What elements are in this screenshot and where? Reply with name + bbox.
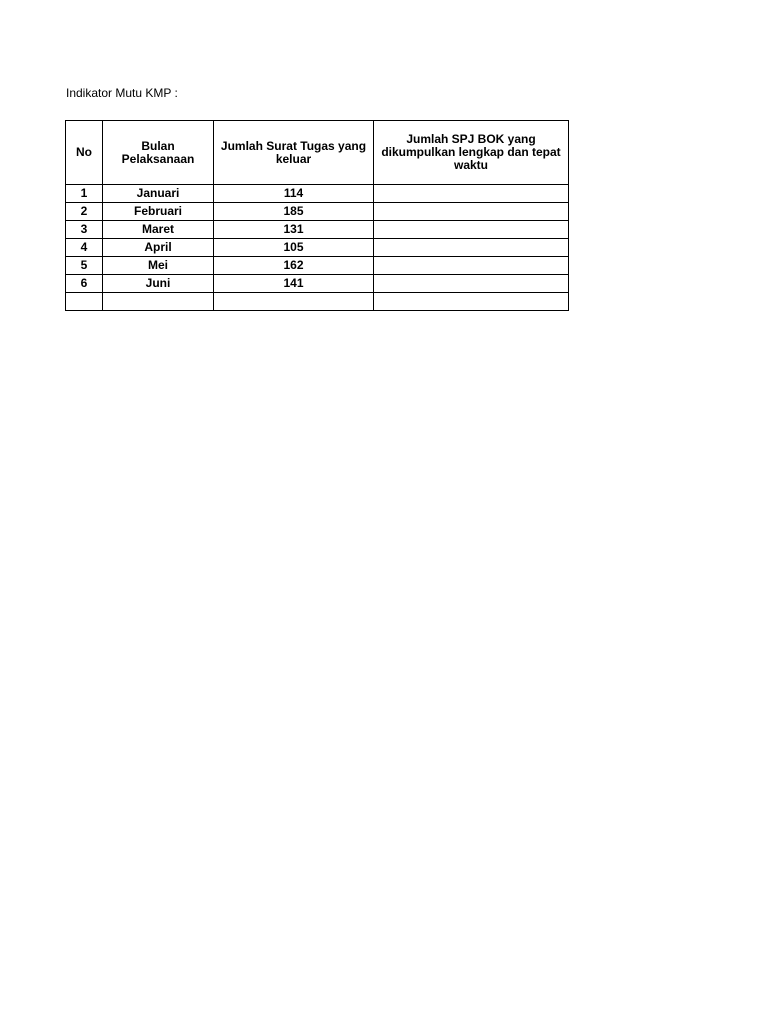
cell-bulan: Juni <box>103 275 214 293</box>
cell-surat <box>214 293 374 311</box>
cell-no <box>66 293 103 311</box>
header-jumlah-surat-tugas: Jumlah Surat Tugas yang keluar <box>214 121 374 185</box>
cell-no: 3 <box>66 221 103 239</box>
cell-surat: 131 <box>214 221 374 239</box>
table-row <box>66 203 569 221</box>
table-row <box>66 239 569 257</box>
cell-spj <box>374 185 569 203</box>
cell-bulan: April <box>103 239 214 257</box>
cell-no: 6 <box>66 275 103 293</box>
table-row <box>66 185 569 203</box>
cell-no: 1 <box>66 185 103 203</box>
cell-surat: 114 <box>214 185 374 203</box>
cell-bulan: Februari <box>103 203 214 221</box>
table-row-empty <box>66 293 569 311</box>
table-row <box>66 221 569 239</box>
header-no: No <box>66 121 103 185</box>
cell-surat: 105 <box>214 239 374 257</box>
cell-bulan: Maret <box>103 221 214 239</box>
cell-no: 4 <box>66 239 103 257</box>
cell-bulan <box>103 293 214 311</box>
header-bulan-pelaksanaan: Bulan Pelaksanaan <box>103 121 214 185</box>
table-header-row <box>66 121 569 185</box>
cell-surat: 162 <box>214 257 374 275</box>
cell-spj <box>374 221 569 239</box>
table-row <box>66 257 569 275</box>
cell-spj <box>374 293 569 311</box>
cell-bulan: Mei <box>103 257 214 275</box>
cell-spj <box>374 275 569 293</box>
quality-indicator-table <box>65 120 569 311</box>
header-jumlah-spj-bok: Jumlah SPJ BOK yang dikumpulkan lengkap dan tepat waktu <box>374 121 569 185</box>
cell-no: 2 <box>66 203 103 221</box>
cell-spj <box>374 203 569 221</box>
page-title: Indikator Mutu KMP : <box>66 86 178 100</box>
table-row <box>66 275 569 293</box>
cell-surat: 185 <box>214 203 374 221</box>
cell-bulan: Januari <box>103 185 214 203</box>
cell-spj <box>374 239 569 257</box>
cell-spj <box>374 257 569 275</box>
cell-surat: 141 <box>214 275 374 293</box>
cell-no: 5 <box>66 257 103 275</box>
